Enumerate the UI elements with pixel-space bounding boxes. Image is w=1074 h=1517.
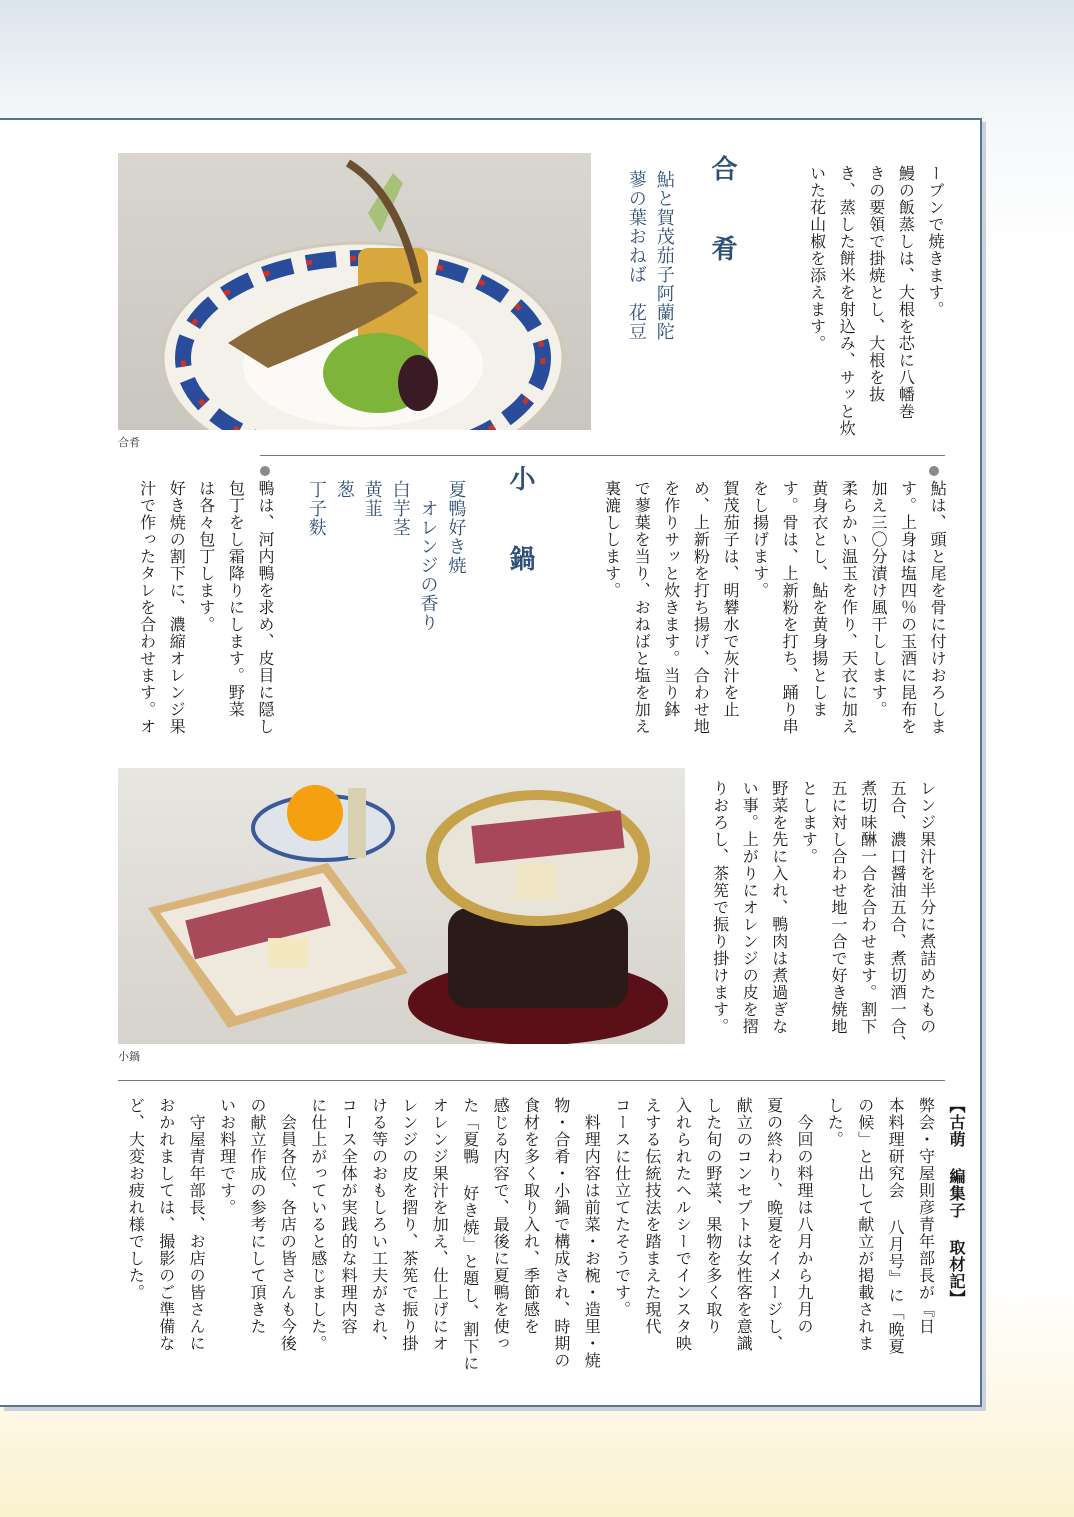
report-line: えする伝統技法を踏まえた現代 (643, 1097, 663, 1335)
text-line: 煮切味醂一合を合わせます。割下 (858, 780, 878, 1035)
konabe-photo (118, 768, 685, 1044)
menu-item: 鮎と賀茂茄子阿蘭陀 (653, 170, 675, 341)
menu-item: 夏鴨好き焼 (445, 480, 467, 575)
text-line: 五合、濃口醤油五合、煮切酒一合、 (888, 780, 908, 1052)
text-line: い事。上がりにオレンジの皮を摺 (740, 780, 760, 1035)
section-divider (260, 455, 945, 456)
aizakana-photo-caption: 合肴 (118, 436, 140, 449)
report-line: 食材を多く取り入れ、季節感を (521, 1097, 541, 1335)
report-line: 今回の料理は八月から九月の (794, 1097, 814, 1335)
report-line: おかれましては、撮影のご準備な (156, 1097, 176, 1352)
menu-item: 丁子麩 (305, 480, 327, 537)
menu-item: 葱 (333, 480, 355, 499)
section2-text-cont (705, 780, 942, 1070)
section-divider (118, 1080, 945, 1081)
report-line: の候」と出して献立が掲載されま (855, 1097, 875, 1352)
text-line: 好き焼の割下に、濃縮オレンジ果 (167, 480, 187, 735)
menu-item: 白芋茎 (389, 480, 411, 537)
report-text (120, 1097, 971, 1397)
text-line: ーブンで焼きます。 (925, 165, 945, 318)
report-line: の献立作成の参考にして頂きた (247, 1097, 267, 1335)
report-credit: 【古萌 編集子 取材記】 (946, 1097, 966, 1307)
report-line: 守屋青年部長、お店の皆さんに (187, 1097, 207, 1352)
text-line: 五に対し合わせ地一合で好き焼地 (828, 780, 848, 1035)
text-line: き、蒸した餅米を射込み、サッと炊 (837, 165, 857, 437)
menu-item: 黄韮 (361, 480, 383, 518)
menu-item: 蓼の葉おねば 花豆 (625, 170, 647, 341)
report-line: 会員各位、各店の皆さんも今後 (278, 1097, 298, 1352)
text-line: 野菜を先に入れ、鴨肉は煮過ぎな (769, 780, 789, 1035)
report-line: コース全体が実践的な料理内容 (339, 1097, 359, 1335)
report-line: 入れられたヘルシーでインスタ映 (673, 1097, 693, 1352)
text-line: りおろし、茶筅で振り掛けます。 (710, 780, 730, 1035)
report-line: 感じる内容で、最後に夏鴨を使っ (491, 1097, 511, 1352)
text-line: 加え三〇分漬け風干しします。 (868, 480, 888, 718)
report-line: ける等のおもしろい工夫がされ、 (369, 1097, 389, 1352)
section2-text-main (132, 480, 280, 770)
report-line: た「夏鴨 好き焼」と題し、割下に (460, 1097, 480, 1372)
report-line: レンジの皮を摺り、茶筅で振り掛 (399, 1097, 419, 1352)
text-line: 包丁をし霜降りにします。野菜 (226, 480, 246, 718)
text-line: め、上新粉を打ち揚げ、合わせ地 (691, 480, 711, 735)
section1-text-main (597, 480, 952, 770)
text-line: 汁で作ったタレを合わせます。オ (137, 480, 157, 735)
text-line: をし揚げます。 (750, 480, 770, 599)
section1-title: 合 肴 (707, 155, 737, 275)
report-line: 弊会・守屋則彦青年部長が『日 (916, 1097, 936, 1335)
report-line: 献立のコンセプトは女性客を意識 (734, 1097, 754, 1352)
text-line: 黄身衣とし、鮎を黄身揚としま (809, 480, 829, 718)
report-line: ど、大変お疲れ様でした。 (126, 1097, 146, 1301)
text-line: は各々包丁します。 (196, 480, 216, 633)
text-line: 鰻の飯蒸しは、大根を芯に八幡巻 (896, 165, 916, 420)
text-line: 鮎は、頭と尾を骨に付けおろしま (928, 480, 948, 735)
bullet-icon (260, 466, 270, 476)
text-line: 柔らかい温玉を作り、天衣に加え (839, 480, 859, 735)
text-line: 賀茂茄子は、明礬水で灰汁を止 (720, 480, 740, 718)
report-line: 料理内容は前菜・お椀・造里・焼 (582, 1097, 602, 1369)
report-line: 夏の終わり、晩夏をイメージし、 (764, 1097, 784, 1352)
menu-item: オレンジの香り (417, 480, 439, 632)
section2-menu (302, 480, 469, 632)
report-line: いお料理です。 (217, 1097, 237, 1216)
konabe-photo-caption: 小鍋 (118, 1050, 140, 1063)
text-line: を作りサッと炊きます。当り鉢 (661, 480, 681, 718)
report-line: した。 (825, 1097, 845, 1148)
section1-text-top (802, 165, 950, 455)
report-line: に仕上がっていると感じました。 (308, 1097, 328, 1352)
report-line: コースに仕立てたそうです。 (612, 1097, 632, 1318)
text-line: 裏漉しします。 (602, 480, 622, 599)
text-line: いた花山椒を添えます。 (807, 165, 827, 352)
bullet-icon (929, 466, 939, 476)
report-line: オレンジ果汁を加え、仕上げにオ (430, 1097, 450, 1352)
aizakana-photo (118, 153, 591, 430)
text-line: す。上身は塩四％の玉酒に昆布を (898, 480, 918, 735)
section1-menu (622, 170, 678, 341)
text-line: きの要領で掛焼とし、大根を抜 (866, 165, 886, 403)
text-line: 鴨は、河内鴨を求め、皮目に隠し (255, 480, 275, 735)
section2-title: 小 鍋 (505, 465, 535, 585)
text-line: レンジ果汁を半分に煮詰めたもの (917, 780, 937, 1035)
report-line: 物・合肴・小鍋で構成され、時期の (551, 1097, 571, 1369)
text-line: とします。 (799, 780, 819, 865)
report-line: した旬の野菜、果物を多く取り (703, 1097, 723, 1335)
text-line: で蓼葉を当り、おねばと塩を加え (632, 480, 652, 735)
text-line: す。骨は、上新粉を打ち、踊り串 (780, 480, 800, 735)
report-line: 本料理研究会 八月号』に「晩夏 (886, 1097, 906, 1355)
